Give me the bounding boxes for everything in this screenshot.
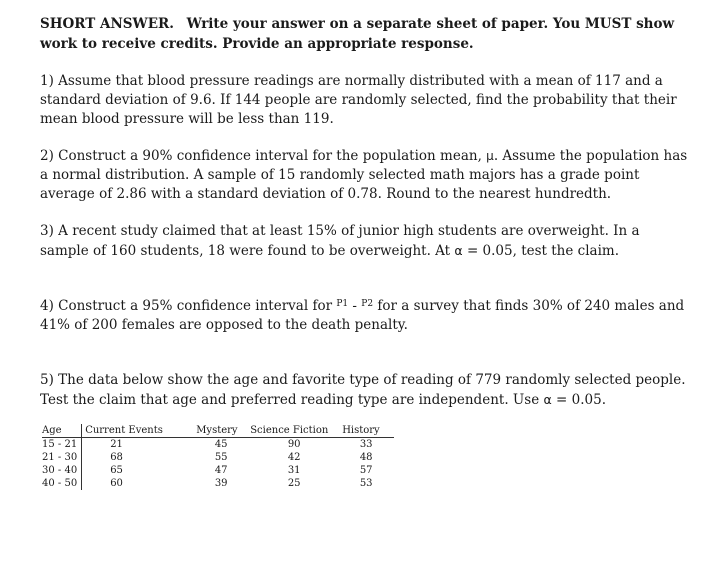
mu-symbol: μ xyxy=(486,149,494,163)
question-4 xyxy=(40,295,690,335)
question-5 xyxy=(40,371,690,410)
alpha-symbol: α xyxy=(454,243,463,258)
question-2 xyxy=(40,147,690,204)
section-header xyxy=(40,14,690,54)
question-text-part: for a survey that finds 30% of 240 males and 41% of 200 females are opposed to the death penalty. xyxy=(40,298,685,333)
table-cell: 25 xyxy=(287,478,301,489)
p2-symbol: P2 xyxy=(361,299,374,309)
table-cell: 21 xyxy=(110,439,123,450)
table-row xyxy=(42,438,394,452)
age-cell: 21 - 30 xyxy=(42,451,82,464)
table-cell: 48 xyxy=(359,452,373,463)
question-text-part: The data below show the age and favorite type of reading of 779 randomly selected people. Test the claim that age and preferred reading type are independent. Use xyxy=(40,372,686,408)
column-header-current-events: Current Events xyxy=(82,424,197,438)
age-cell: 15 - 21 xyxy=(42,438,82,452)
alpha-symbol: α xyxy=(543,392,552,407)
question-text-part: = 0.05, test the claim. xyxy=(466,243,619,259)
question-number: 4) xyxy=(40,298,54,314)
table-header-row xyxy=(42,424,394,438)
table-cell: 47 xyxy=(214,465,228,476)
worksheet-page xyxy=(40,14,690,490)
question-number: 5) xyxy=(40,372,54,388)
question-text-part: Construct a 95% confidence interval for xyxy=(58,298,333,314)
question-text-part: Construct a 90% confidence interval for the population mean, xyxy=(58,148,482,164)
table-row xyxy=(42,464,394,477)
column-header-science-fiction: Science Fiction xyxy=(250,424,342,438)
section-instructions: Write your answer on a separate sheet of paper. You MUST show work to receive credits. Provide an appropriate response. xyxy=(40,16,675,52)
contingency-table xyxy=(42,424,394,490)
question-text: Assume that blood pressure readings are normally distributed with a mean of 117 and a standard deviation of 9.6. If 144 people are randomly selected, find the probability that their mean blood pressure will be less than 119. xyxy=(40,73,677,127)
table-cell: 53 xyxy=(359,478,373,489)
question-text-part: . Assume the population has a normal distribution. A sample of 15 randomly selected math majors has a grade point average of 2.86 with a standard deviation of 0.78. Round to the nearest hundredth. xyxy=(40,148,688,202)
table-cell: 31 xyxy=(287,465,301,476)
table-cell: 90 xyxy=(287,439,301,450)
age-cell: 40 - 50 xyxy=(42,477,82,490)
question-1 xyxy=(40,72,690,129)
column-header-history: History xyxy=(342,424,394,438)
question-number: 1) xyxy=(40,73,54,89)
question-number: 2) xyxy=(40,148,54,164)
table-cell: 60 xyxy=(110,478,123,489)
table-cell: 55 xyxy=(214,452,228,463)
table-cell: 33 xyxy=(359,439,373,450)
table-cell: 45 xyxy=(214,439,228,450)
question-text-part: = 0.05. xyxy=(556,392,606,408)
table-cell: 42 xyxy=(287,452,301,463)
table-cell: 39 xyxy=(214,478,228,489)
table-cell: 57 xyxy=(359,465,373,476)
age-cell: 30 - 40 xyxy=(42,464,82,477)
column-header-age: Age xyxy=(42,424,82,438)
table-cell: 65 xyxy=(110,465,123,476)
table-row xyxy=(42,477,394,490)
p1-symbol: P1 xyxy=(336,299,349,309)
column-header-mystery: Mystery xyxy=(196,424,250,438)
minus-sign: - xyxy=(352,298,357,314)
section-title: SHORT ANSWER. xyxy=(40,16,174,32)
question-text-part: A recent study claimed that at least 15% of junior high students are overweight. In a sample of 160 students, 18 were found to be overweight. At xyxy=(40,223,640,259)
question-number: 3) xyxy=(40,223,54,239)
table-row xyxy=(42,451,394,464)
table-cell: 68 xyxy=(110,452,123,463)
question-3 xyxy=(40,222,690,261)
